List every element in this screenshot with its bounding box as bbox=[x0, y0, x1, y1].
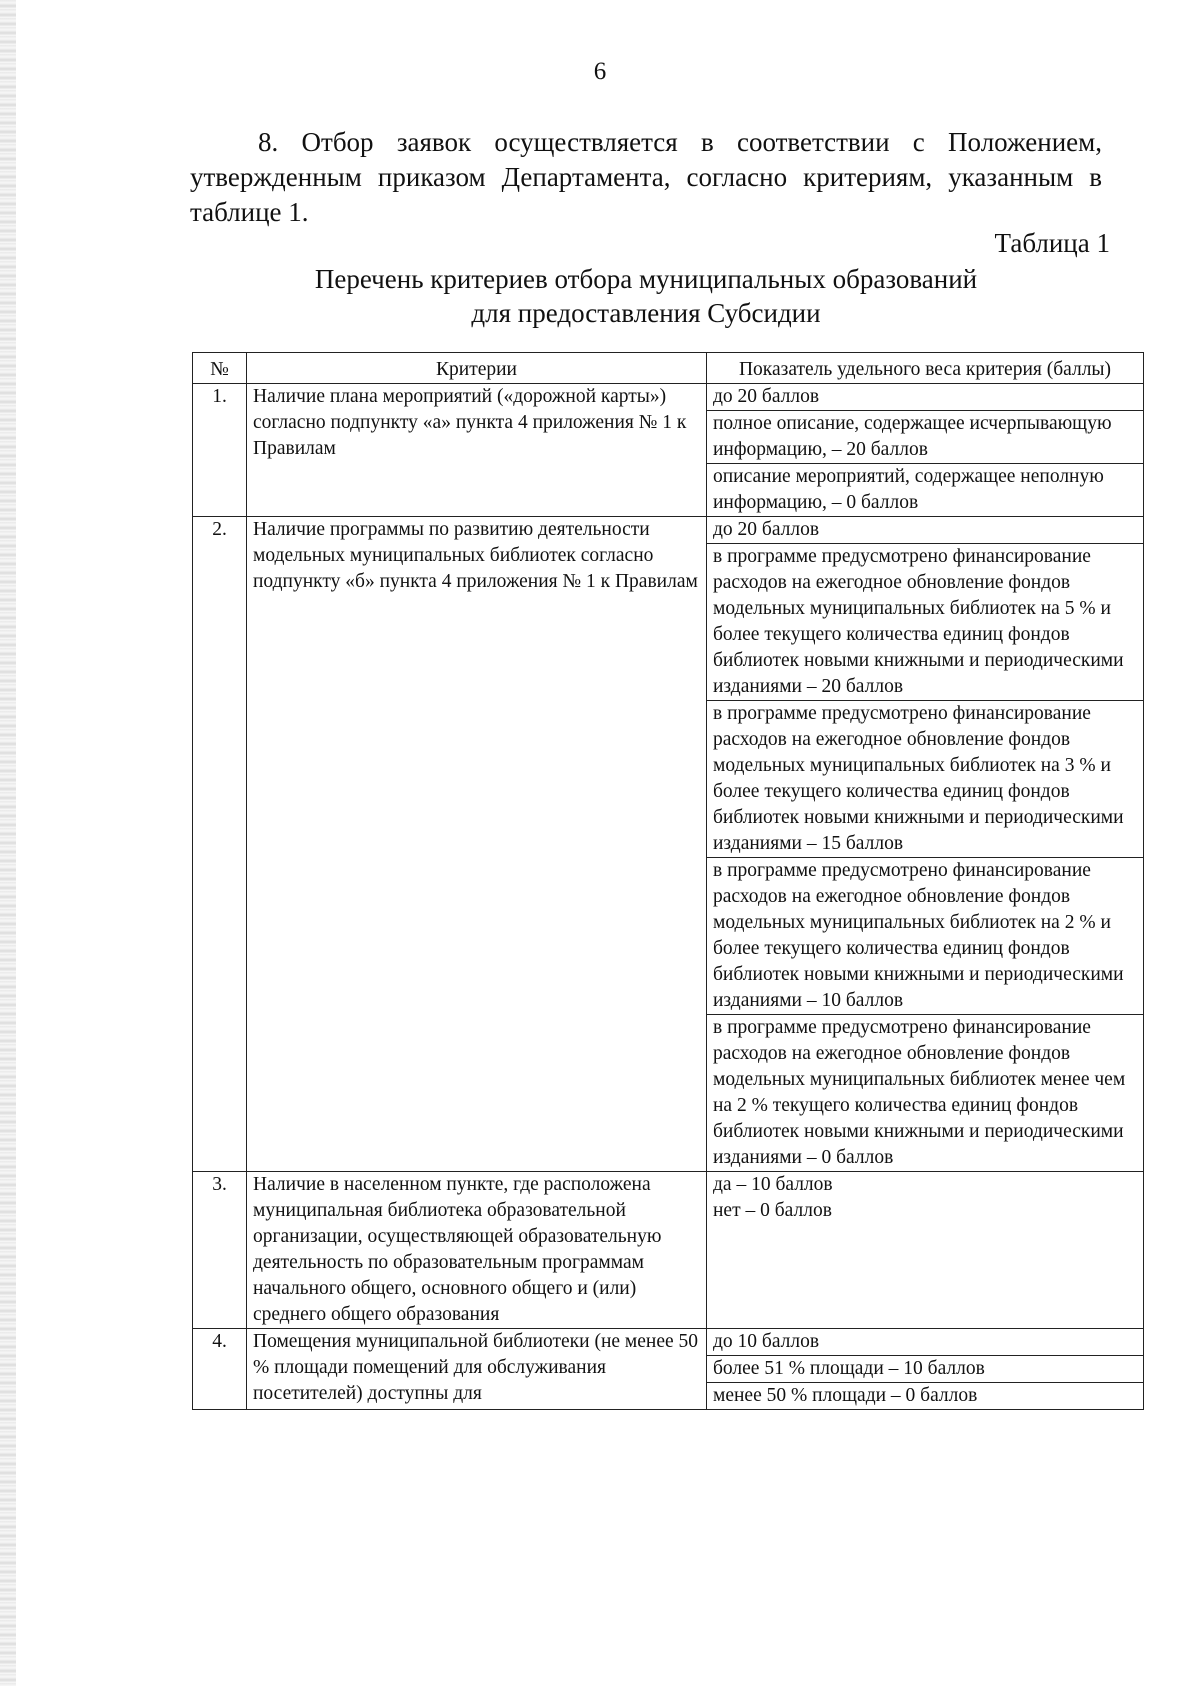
table-header-row bbox=[193, 353, 1144, 384]
table-label: Таблица 1 bbox=[994, 228, 1110, 258]
table-row bbox=[193, 1172, 1144, 1329]
score-cell: в программе предусмотрено финансирование расходов на ежегодное обновление фондов модельных муниципальных библиотек на 3 % и более текущего количества единиц фондов библиотек новыми книжными и периодическими изданиями – 15 баллов bbox=[707, 701, 1144, 858]
header-criteria: Критерии bbox=[247, 353, 707, 384]
row-number: 1. bbox=[193, 384, 247, 517]
scan-edge bbox=[0, 0, 16, 1686]
score-cell: менее 50 % площади – 0 баллов bbox=[707, 1383, 1144, 1410]
header-score: Показатель удельного веса критерия (баллы) bbox=[707, 353, 1144, 384]
table-title bbox=[190, 262, 1102, 330]
row-number: 3. bbox=[193, 1172, 247, 1329]
criteria-table bbox=[192, 352, 1144, 1410]
score-cell: до 20 баллов bbox=[707, 384, 1144, 411]
score-cell bbox=[707, 1172, 1144, 1329]
paragraph-text: 8. Отбор заявок осуществляется в соответствии с Положением, утвержденным приказом Департамента, согласно критериям, указанным в таблице 1. bbox=[190, 127, 1102, 227]
criterion-cell: Помещения муниципальной библиотеки (не менее 50 % площади помещений для обслуживания посетителей) доступны для bbox=[247, 1329, 707, 1410]
body-paragraph bbox=[190, 125, 1102, 230]
table-title-line-2: для предоставления Субсидии bbox=[471, 298, 821, 328]
row-number: 2. bbox=[193, 517, 247, 1172]
score-cell: более 51 % площади – 10 баллов bbox=[707, 1356, 1144, 1383]
score-cell: до 20 баллов bbox=[707, 517, 1144, 544]
score-cell: в программе предусмотрено финансирование расходов на ежегодное обновление фондов модельных муниципальных библиотек на 2 % и более текущего количества единиц фондов библиотек новыми книжными и периодическими изданиями – 10 баллов bbox=[707, 858, 1144, 1015]
criterion-cell: Наличие в населенном пункте, где расположена муниципальная библиотека образовательной организации, осуществляющей образовательную деятельность по образовательным программам начального общего, основного общего и (или) среднего общего образования bbox=[247, 1172, 707, 1329]
score-cell: описание мероприятий, содержащее неполную информацию, – 0 баллов bbox=[707, 464, 1144, 517]
table-row bbox=[193, 1329, 1144, 1356]
score-cell: полное описание, содержащее исчерпывающую информацию, – 20 баллов bbox=[707, 411, 1144, 464]
score-line: нет – 0 баллов bbox=[713, 1200, 832, 1221]
header-num: № bbox=[193, 353, 247, 384]
score-cell: до 10 баллов bbox=[707, 1329, 1144, 1356]
score-line: да – 10 баллов bbox=[713, 1174, 833, 1195]
score-cell: в программе предусмотрено финансирование расходов на ежегодное обновление фондов модельных муниципальных библиотек на 5 % и более текущего количества единиц фондов библиотек новыми книжными и периодическими изданиями – 20 баллов bbox=[707, 544, 1144, 701]
table-row bbox=[193, 384, 1144, 411]
row-number: 4. bbox=[193, 1329, 247, 1410]
score-cell: в программе предусмотрено финансирование расходов на ежегодное обновление фондов модельных муниципальных библиотек менее чем на 2 % текущего количества единиц фондов библиотек новыми книжными и периодическими изданиями – 0 баллов bbox=[707, 1015, 1144, 1172]
table-row bbox=[193, 517, 1144, 544]
page-number: 6 bbox=[593, 58, 607, 85]
criterion-cell: Наличие программы по развитию деятельности модельных муниципальных библиотек согласно подпункту «б» пункта 4 приложения № 1 к Правилам bbox=[247, 517, 707, 1172]
table-title-line-1: Перечень критериев отбора муниципальных образований bbox=[314, 264, 978, 294]
criterion-cell: Наличие плана мероприятий («дорожной карты») согласно подпункту «а» пункта 4 приложения № 1 к Правилам bbox=[247, 384, 707, 517]
